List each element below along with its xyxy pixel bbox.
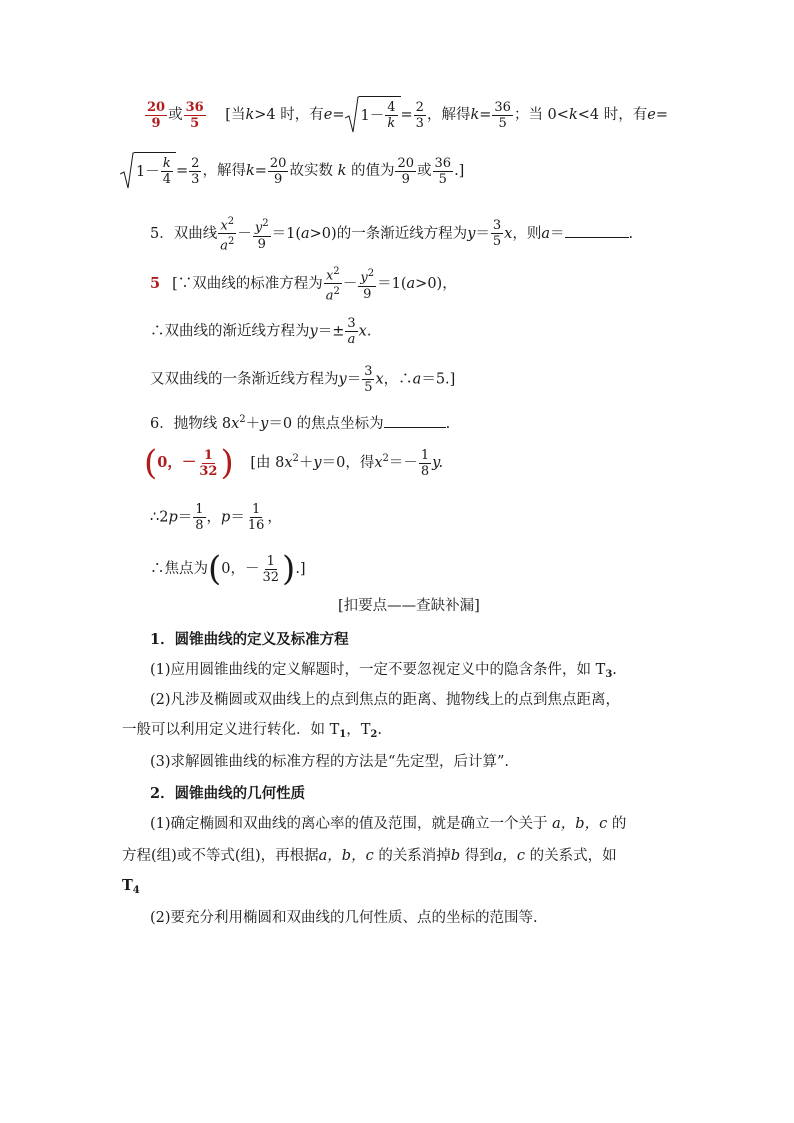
sqrt-expression: 1－ $\frac{4}{k}$ xyxy=(345,96,401,134)
answer-5-line-2: ∴双曲线的渐近线方程为y＝± $\frac{3}{a}$ x. xyxy=(150,316,372,347)
answer-line-1: $\frac{20}{9}$ 或 $\frac{36}{5}$ [当k>4 时，有e= 1－ $\frac{4}{k}$ = $\frac{2}{3}$ ，解得k= $\frac{36}{5}$ ；当 0<k<4 时，有e= xyxy=(144,96,668,134)
sqrt-expression: 1－ $\frac{k}{4}$ xyxy=(120,152,176,190)
paragraph: (3)求解圆锥曲线的标准方程的方法是“先定型，后计算”. xyxy=(150,754,509,770)
answer-5-line-1: 5 [∵双曲线的标准方程为 $\frac{x^2}{a^2}$ － $\frac{y^2}{9}$ ＝1(a>0)， xyxy=(150,266,457,304)
answer-fraction: $\frac{36}{5}$ xyxy=(185,99,204,131)
answer-6-line-2: ∴2p＝ $\frac{1}{8}$ ，p＝ $\frac{1}{16}$ ， xyxy=(150,502,282,533)
section-title: [扣要点——查缺补漏] xyxy=(338,598,480,614)
answer-blank xyxy=(384,427,446,428)
paragraph: (1)确定椭圆和双曲线的离心率的值及范围，就是确立一个关于 a，b，c 的 xyxy=(150,816,627,832)
paragraph: (2)要充分利用椭圆和双曲线的几何性质、点的坐标的范围等. xyxy=(150,910,538,926)
answer-coordinate: (0，－ $\frac{1}{32}$ ) xyxy=(144,443,234,483)
subsection-heading-2: 2．圆锥曲线的几何性质 xyxy=(150,785,306,802)
paragraph: 一般可以利用定义进行转化．如 $T_1$，$T_2$. xyxy=(122,722,382,740)
answer-line-2: 1－ $\frac{k}{4}$ = $\frac{2}{3}$ ，解得k= $\frac{20}{9}$ 故实数 k 的值为 $\frac{20}{9}$ 或 $\frac{36}{5}$ .] xyxy=(120,152,464,190)
question-6: 6．抛物线 $8x^2+y=0$ 的焦点坐标为 . xyxy=(150,414,451,432)
paragraph: 方程(组)或不等式(组)，再根据a，b，c 的关系消掉b 得到a，c 的关系式，如 xyxy=(122,848,617,864)
answer-5-line-3: 又双曲线的一条渐近线方程为y＝ $\frac{3}{5}$ x，∴a＝5.] xyxy=(150,364,456,395)
answer-blank xyxy=(565,237,629,238)
paragraph: (2)凡涉及椭圆或双曲线上的点到焦点的距离、抛物线上的点到焦点距离， xyxy=(150,692,621,708)
paragraph: (1)应用圆锥曲线的定义解题时，一定不要忽视定义中的隐含条件，如 $T_3$. xyxy=(150,662,617,680)
answer-6-line-3: ∴焦点为(0，－ $\frac{1}{32}$ ).] xyxy=(150,549,306,589)
answer-fraction: $\frac{20}{9}$ xyxy=(147,99,166,131)
paragraph: $T_4$ xyxy=(122,877,140,896)
subsection-heading-1: 1．圆锥曲线的定义及标准方程 xyxy=(150,631,349,648)
answer-6-line-1: (0，－ $\frac{1}{32}$ ) [由 $8x^2+y=0$，得$x^2=-$ $\frac{1}{8}$ y. xyxy=(144,443,444,483)
question-5: 5．双曲线 $\frac{x^2}{a^2}$ － $\frac{y^2}{9}$ ＝1(a>0)的一条渐近线方程为y＝ $\frac{3}{5}$ x，则a＝ . xyxy=(150,216,634,254)
